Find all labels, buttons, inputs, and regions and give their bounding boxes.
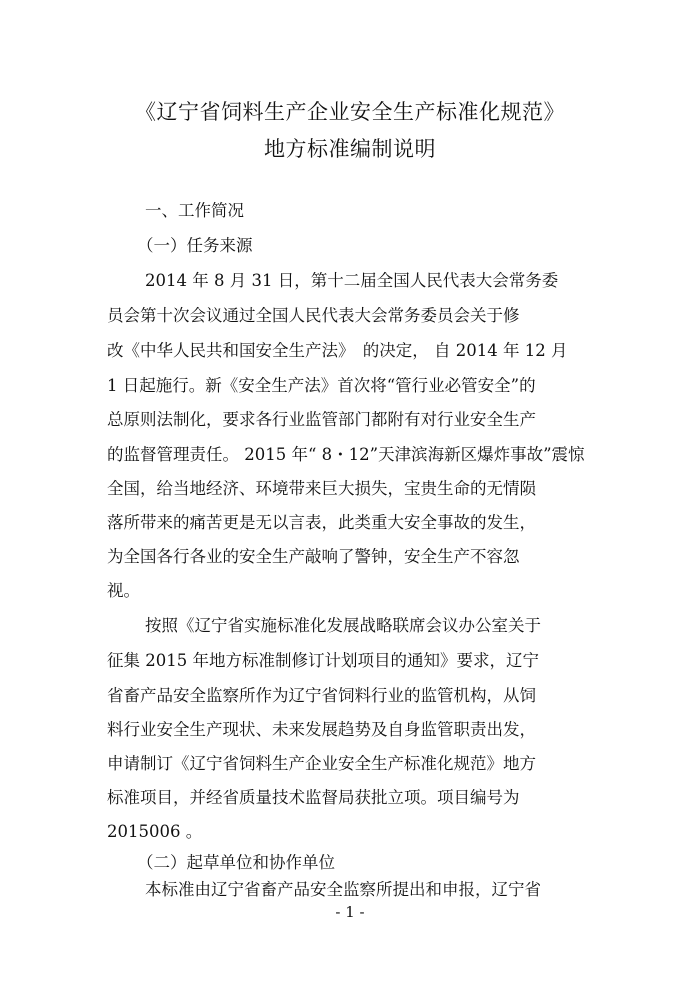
document-title-line-1: 《辽宁省饲料生产企业安全生产标准化规范》 <box>135 100 565 124</box>
page-number: - 1 - <box>335 903 365 921</box>
paragraph-2-line: 申请制订《辽宁省饲料生产企业安全生产标准化规范》地方 <box>107 754 536 773</box>
paragraph-1-line: 为全国各行各业的安全生产敲响了警钟，安全生产不容忽 <box>107 547 520 566</box>
paragraph-1-line: 的监督管理责任。 2015 年“ 8・12”天津滨海新区爆炸事故”震惊 <box>107 445 585 464</box>
paragraph-2-line: 征集 2015 年地方标准制修订计划项目的通知》要求，辽宁 <box>107 651 539 670</box>
paragraph-1-line: 改《中华人民共和国安全生产法》 的决定， 自 2014 年 12 月 <box>107 341 568 360</box>
paragraph-1-line: 视。 <box>107 581 140 600</box>
document-title-line-2: 地方标准编制说明 <box>264 137 436 161</box>
paragraph-3-line: 本标准由辽宁省畜产品安全监察所提出和申报，辽宁省 <box>145 880 541 899</box>
paragraph-2-line: 料行业安全生产现状、未来发展趋势及自身监管职责出发， <box>107 720 536 739</box>
paragraph-1-line: 全国，给当地经济、环境带来巨大损失，宝贵生命的无情陨 <box>107 479 536 498</box>
paragraph-1-line: 落所带来的痛苦更是无以言表，此类重大安全事故的发生， <box>107 513 536 532</box>
paragraph-1-line: 2014 年 8 月 31 日，第十二届全国人民代表大会常务委 <box>145 271 559 290</box>
subsection-heading-1: （一）任务来源 <box>137 236 253 255</box>
paragraph-2-line: 2015006 。 <box>107 822 203 841</box>
paragraph-2-line: 标准项目，并经省质量技术监督局获批立项。项目编号为 <box>107 788 520 807</box>
paragraph-1-line: 总原则法制化，要求各行业监管部门都附有对行业安全生产 <box>107 410 536 429</box>
paragraph-2-line: 省畜产品安全监察所作为辽宁省饲料行业的监管机构，从饲 <box>107 686 536 705</box>
section-heading-1: 一、工作简况 <box>145 201 244 220</box>
paragraph-1-line: 1 日起施行。新《安全生产法》首次将“管行业必管安全”的 <box>107 376 536 395</box>
paragraph-2-line: 按照《辽宁省实施标准化发展战略联席会议办公室关于 <box>145 616 541 635</box>
subsection-heading-2: （二）起草单位和协作单位 <box>137 853 335 872</box>
paragraph-1-line: 员会第十次会议通过全国人民代表大会常务委员会关于修 <box>107 306 520 325</box>
